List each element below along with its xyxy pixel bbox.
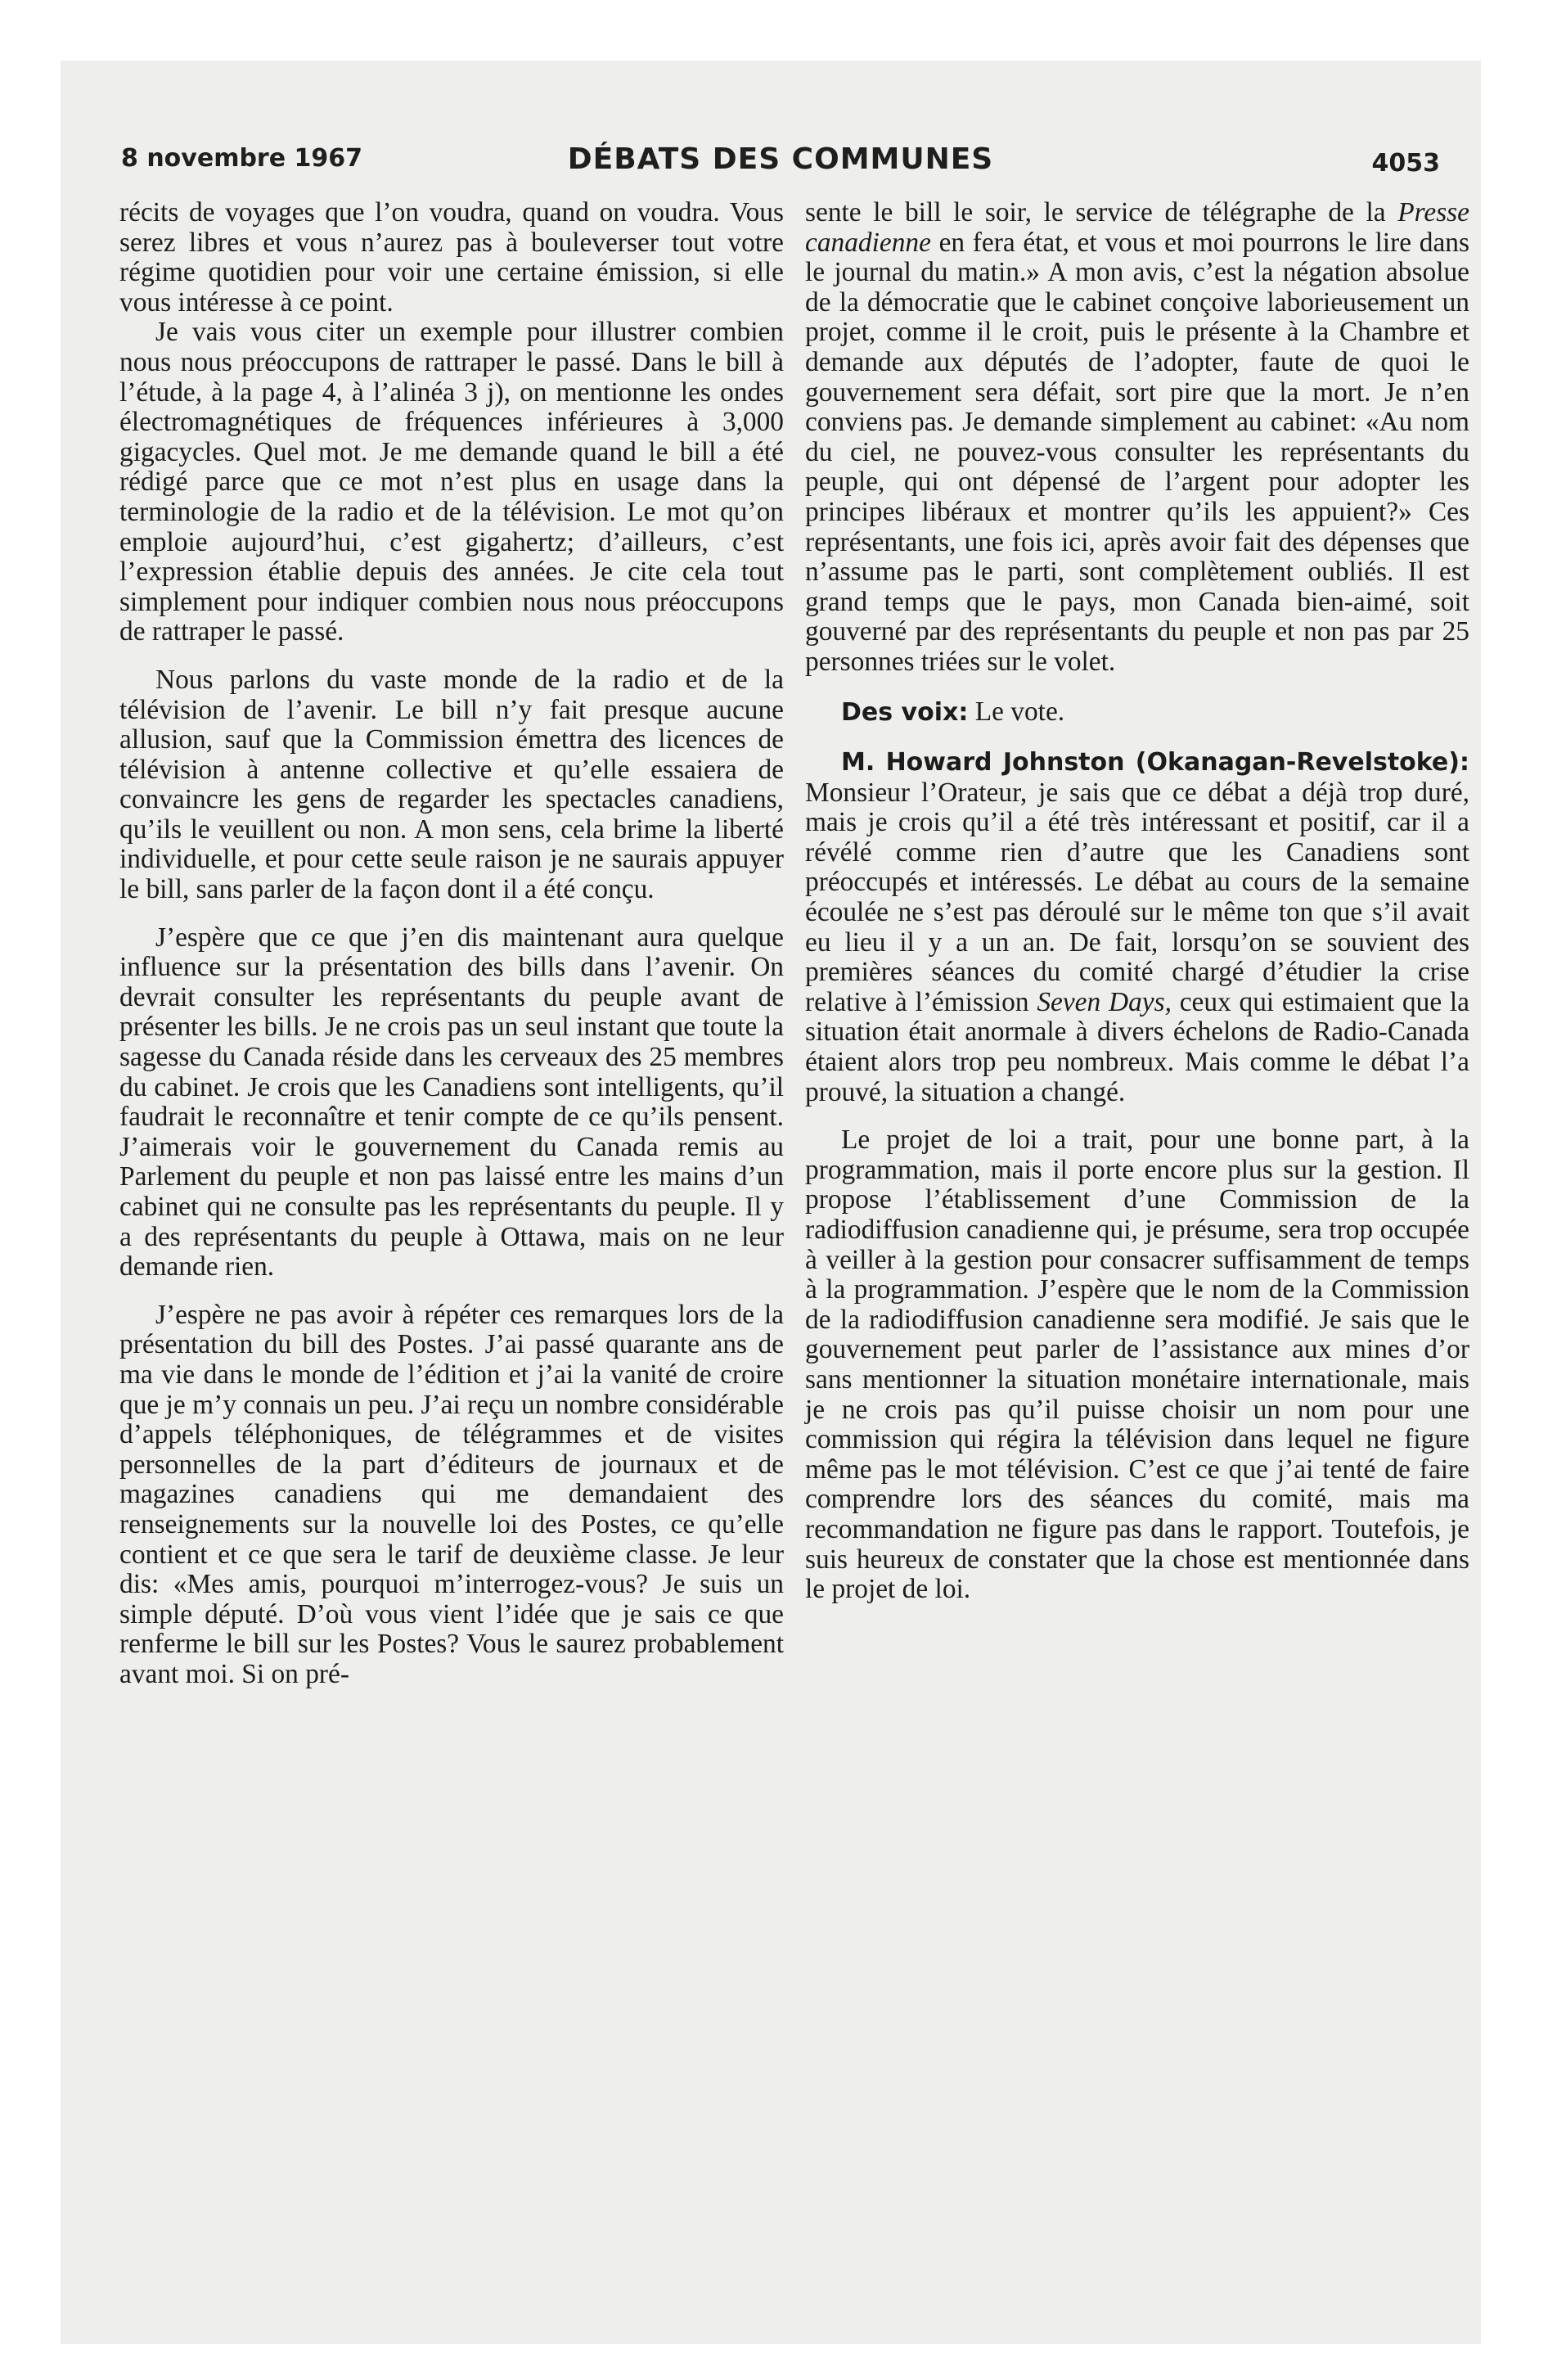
right-column — [805, 198, 1469, 1605]
paragraph: récits de voyages que l’on voudra, quand on voudra. Vous serez libres et vous n’aurez pas à bouleverser tout votre régime quotidien pour voir une certaine émission, si elle vous intéresse à ce point. — [119, 197, 784, 318]
left-column — [119, 198, 784, 1690]
speaker-name: Des voix: — [841, 697, 969, 727]
paragraph: Je vais vous citer un exemple pour illustrer combien nous nous préoccupons de rattraper le passé. Dans le bill à l’étude, à la page 4, à l’alinéa 3 j), on mentionne les ondes électromagnétiques de fréquences inférieures à 3,000 gigacycles. Quel mot. Je me demande quand le bill a été rédigé parce que ce mot n’est plus en usage dans la terminologie de la radio et de la télévision. Le mot qu’on emploie aujourd’hui, c’est gigahertz; d’ailleurs, c’est l’expression établie depuis des années. Je cite cela tout simplement pour indiquer combien nous nous préoccupons de rattraper le passé. — [119, 317, 784, 647]
italic-text: Seven Days, — [1037, 986, 1172, 1017]
page-number: 4053 — [1371, 149, 1440, 178]
paragraph — [805, 198, 1469, 678]
scanned-page — [61, 61, 1481, 2344]
paragraph: Le projet de loi a trait, pour une bonne part, à la programmation, mais il porte encore plus sur la gestion. Il propose l’établissement d’une Commission de la radiodiffusion canadienne qui, je présume, sera trop occupée à veiller à la gestion pour consacrer suffisamment de temps à la programmation. J’espère que le nom de la Commission de la radiodiffusion canadienne sera modifié. Je sais que le gouvernement peut parler de l’assistance aux mines d’or sans mentionner la situation monétaire internationale, mais je ne crois pas qu’il puisse choisir un nom pour une commission qui régira la télévision dans lequel ne figure même pas le mot télévision. C’est ce que j’ai tenté de faire comprendre lors des séances du comité, mais ma recommandation ne figure pas dans le rapport. Toutefois, je suis heureux de constater que la chose est mentionnée dans le projet de loi. — [805, 1125, 1469, 1605]
header-title: DÉBATS DES COMMUNES — [567, 142, 994, 176]
text-run: Le vote. — [968, 696, 1065, 727]
speech-johnston — [805, 747, 1469, 1107]
paragraph: J’espère que ce que j’en dis maintenant aura quelque influence sur la présentation des bills dans l’avenir. On devrait consulter les représentants du peuple avant de présenter les bills. Je ne crois pas un seul instant que toute la sagesse du Canada réside dans les cerveaux des 25 membres du cabinet. Je crois que les Canadiens sont intelligents, qu’il faudrait le reconnaître et tenir compte de ce qu’ils pensent. J’aimerais voir le gouvernement du Canada remis au Parlement du peuple et non pas laissé entre les mains d’un cabinet qui ne consulte pas les représentants du peuple. Il y a des représentants du peuple à Ottawa, mais on ne leur demande rien. — [119, 922, 784, 1282]
text-run: Monsieur l’Orateur, je sais que ce débat a déjà trop duré, mais je crois qu’il a été très intéressant et positif, car il a révélé comme rien d’autre que les Canadiens sont préoccupés et intéressés. Le débat au cours de la semaine écoulée ne s’est pas déroulé sur le même ton que s’il avait eu lieu il y a un an. De fait, lorsqu’on se souvient des premières séances du comité chargé d’étudier la crise relative à l’émission — [805, 777, 1469, 1017]
text-run: sente le bill le soir, le service de télégraphe de la — [805, 197, 1398, 228]
text-run: en fera état, et vous et moi pourrons le lire dans le journal du matin.» A mon avis, c’est la négation absolue de la démocratie que le cabinet conçoive laborieusement un projet, comme il le croit, puis le présente à la Chambre et demande aux députés de l’adopter, faute de quoi le gouvernement sera défait, sort pire que la mort. Je n’en conviens pas. Je demande simplement au cabinet: «Au nom du ciel, ne pouvez-vous consulter les représentants du peuple, qui ont dépensé de l’argent pour adopter les principes libéraux et montrer qu’ils les appuient?» Ces représentants, une fois ici, après avoir fait des dépenses que n’assume pas le parti, sont complètement oubliés. Il est grand temps que le pays, mon Canada bien-aimé, soit gouverné par des représentants du peuple et non pas par 25 personnes triées sur le volet. — [805, 227, 1469, 677]
page-header — [121, 136, 1440, 185]
speech-voices — [805, 697, 1469, 728]
header-date: 8 novembre 1967 — [121, 144, 363, 173]
text-run: ceux qui estimaient que la situation était anormale à divers échelons de Radio-Canada étaient alors trop peu nombreux. Mais comme le débat l’a prouvé, la situation a changé. — [805, 986, 1469, 1107]
paragraph: Nous parlons du vaste monde de la radio et de la télévision de l’avenir. Le bill n’y fait presque aucune allusion, sauf que la Commission émettra des licences de télévision à antenne collective et qu’elle essaiera de convaincre les gens de regarder les spectacles canadiens, qu’ils le veuillent ou non. A mon sens, cela brime la liberté individuelle, et pour cette seule raison je ne saurais appuyer le bill, sans parler de la façon dont il a été conçu. — [119, 664, 784, 905]
speaker-name: M. Howard Johnston (Okanagan-Revelstoke): — [841, 748, 1469, 778]
italic-text: Presse canadienne — [805, 197, 1469, 258]
paragraph: J’espère ne pas avoir à répéter ces remarques lors de la présentation du bill des Postes. J’ai passé quarante ans de ma vie dans le monde de l’édition et j’ai la vanité de croire que je m’y connais un peu. J’ai reçu un nombre considérable d’appels téléphoniques, de télégrammes et de visites personnelles de la part d’éditeurs de journaux et de magazines canadiens qui me demandaient des renseignements sur la nouvelle loi des Postes, ce qu’elle contient et ce que sera le tarif de deuxième classe. Je leur dis: «Mes amis, pourquoi m’interrogez-vous? Je suis un simple député. D’où vous vient l’idée que je sais ce que renferme le bill sur les Postes? Vous le saurez probablement avant moi. Si on pré- — [119, 1299, 784, 1689]
